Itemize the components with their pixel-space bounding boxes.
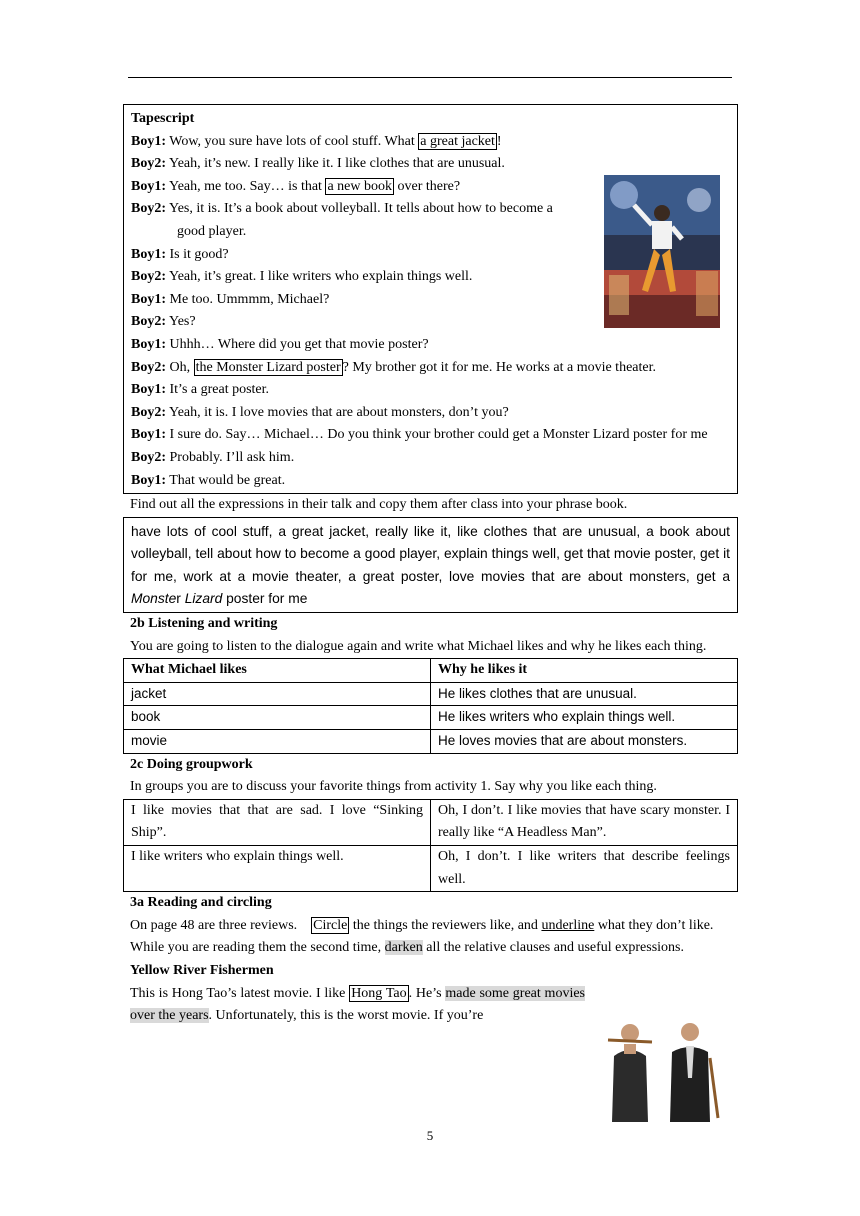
dialogue-line-5: Boy1: Is it good? (131, 246, 229, 262)
page-number: 5 (426, 1128, 434, 1143)
dialogue-line-11: Boy1: It’s a great poster. (131, 382, 270, 398)
dialogue-line-4: Boy2: Yes, it is. It’s a book about volleyball. It tells about how to become a (131, 201, 553, 217)
table-cell: movie (124, 730, 431, 754)
table-row (124, 730, 738, 754)
underline-word: underline (541, 917, 595, 933)
review-title: Yellow River Fishermen (130, 962, 274, 978)
instruction-3a-1: On page 48 are three reviews. Circle the things the reviewers like, and underline what they don’t like. (130, 917, 714, 933)
framed-phrase: a great jacket (420, 133, 495, 149)
table-cell: He likes writers who explain things well. (431, 706, 738, 730)
heading-2c: 2c Doing groupwork (130, 756, 253, 772)
dialogue-line-9: Boy1: Uhhh… Where did you get that movie poster? (131, 336, 429, 352)
dialogue-line-6: Boy2: Yeah, it’s great. I like writers who explain things well. (131, 269, 473, 285)
instruction-3a-2: While you are reading them the second time, darken all the relative clauses and useful expressions. (130, 940, 684, 956)
dialogue-line-13: Boy1: I sure do. Say… Michael… Do you think your brother could get a Monster Lizard poster for me (131, 427, 708, 443)
table-header-row (124, 659, 738, 683)
dialogue-line-12: Boy2: Yeah, it is. I love movies that are about monsters, don’t you? (131, 404, 509, 420)
dialogue-line-7: Boy1: Me too. Ummmm, Michael? (131, 291, 330, 307)
tapescript-box (123, 104, 738, 494)
table-row (124, 682, 738, 706)
table-cell: Oh, I don’t. I like movies that have scary monster. I really like “A Headless Man”. (431, 799, 738, 845)
circle-word: Circle (313, 917, 348, 933)
instruction-2c: In groups you are to discuss your favorite things from activity 1. Say why you like each thing. (130, 779, 657, 795)
darken-word: darken (384, 940, 423, 956)
table-2b (123, 658, 738, 753)
framed-phrase: a new book (327, 178, 392, 194)
tapescript-title: Tapescript (131, 111, 195, 126)
table-2c (123, 799, 738, 892)
table-row (124, 799, 738, 845)
darkened-phrase: over the years (130, 1008, 209, 1024)
table-cell: He loves movies that are about monsters. (431, 730, 738, 754)
table-cell: book (124, 706, 431, 730)
dialogue-line-10: Boy2: Oh, the Monster Lizard poster ? My brother got it for me. He works at a movie theater. (131, 359, 656, 375)
dialogue-line-3: Boy1: Yeah, me too. Say… is that a new book over there? (131, 178, 461, 194)
dialogue-line-14: Boy2: Probably. I’ll ask him. (131, 449, 295, 465)
fishermen-photo (598, 1018, 724, 1122)
table-cell: jacket (124, 682, 431, 706)
dialogue-line-15: Boy1: That would be great. (131, 472, 286, 488)
table-header-cell: What Michael likes (124, 659, 431, 683)
table-header-cell: Why he likes it (431, 659, 738, 683)
expressions-box: have lots of cool stuff, a great jacket, really like it, like clothes that are unusual, a book about volleyball, tell about how to become a good player, explain things well, get that movie poster, get it for me, work at a movie theater, a great poster, love movies that are about monsters, get a Monster Lizard poster for me (123, 517, 738, 613)
dialogue-line-1: Boy1: Wow, you sure have lots of cool stuff. What a great jacket ! (131, 133, 502, 149)
review-text: This is Hong Tao’s latest movie. I like Hong Tao . He’s made some great movies over the years. Unfortunately, this is the worst movie. If you’re (130, 985, 585, 1024)
table-cell: I like movies that that are sad. I love “Sinking Ship”. (124, 799, 431, 845)
table-cell: He likes clothes that are unusual. (431, 682, 738, 706)
darkened-phrase: made some great movies (445, 985, 585, 1001)
instruction-2b: You are going to listen to the dialogue again and write what Michael likes and why he likes each thing. (130, 638, 707, 654)
instruction-find-expressions: Find out all the expressions in their talk and copy them after class into your phrase book. (130, 497, 628, 513)
table-cell: I like writers who explain things well. (124, 846, 431, 892)
framed-phrase: Hong Tao (351, 985, 407, 1001)
framed-phrase: the Monster Lizard poster (195, 359, 341, 375)
table-cell: Oh, I don’t. I like writers that describe feelings well. (431, 846, 738, 892)
table-row (124, 706, 738, 730)
heading-2b: 2b Listening and writing (130, 616, 278, 632)
dialogue-line-4-cont: good player. (177, 223, 247, 239)
dialogue-line-2: Boy2: Yeah, it’s new. I really like it. I like clothes that are unusual. (131, 156, 505, 172)
dialogue-line-8: Boy2: Yes? (131, 314, 196, 330)
table-row (124, 846, 738, 892)
header-rule (128, 77, 732, 78)
heading-3a: 3a Reading and circling (130, 895, 272, 911)
